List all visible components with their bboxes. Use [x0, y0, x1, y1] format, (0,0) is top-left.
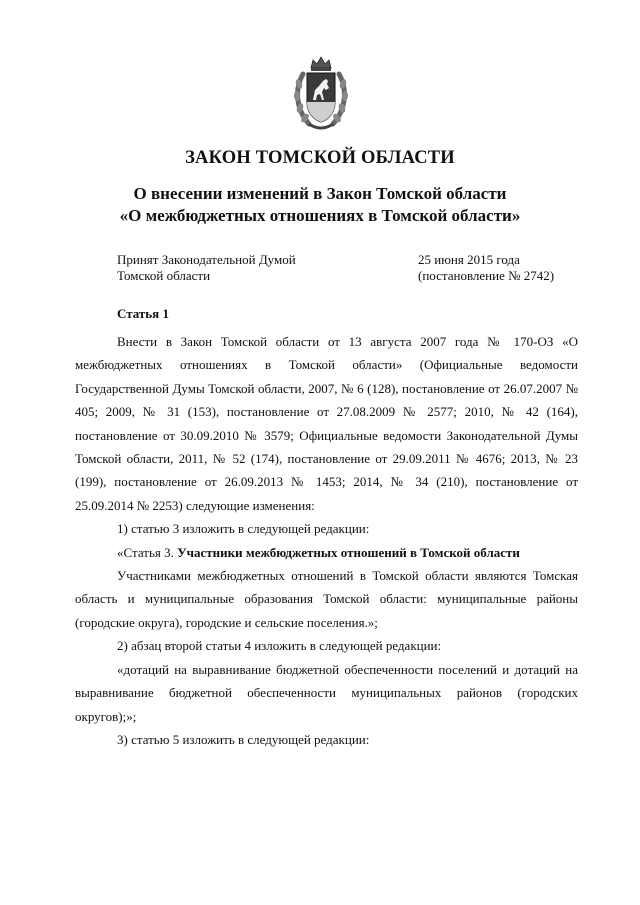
adopted-by-line-2: Томской области	[117, 268, 211, 283]
adoption-date-info	[418, 252, 598, 284]
amendment-item-1: 1) статью 3 изложить в следующей редакции:	[117, 521, 370, 537]
amendment-item-2-text: «дотаций на выравнивание бюджетной обеспеченности поселений и дотаций на выравнивание бюджетной обеспеченности муниципальных районов (городских округов);»;	[75, 661, 578, 724]
article-heading: Статья 1	[117, 306, 169, 321]
article-body	[75, 306, 578, 751]
amendment-item-2: 2) абзац второй статьи 4 изложить в следующей редакции:	[117, 638, 442, 654]
quoted-article-title: Участники межбюджетных отношений в Томской области	[177, 544, 520, 560]
adopted-by-line-1: Принят Законодательной Думой	[117, 252, 296, 267]
amendment-item-3: 3) статью 5 изложить в следующей редакции:	[117, 731, 370, 747]
subtitle-line-2: «О межбюджетных отношениях в Томской области»	[119, 206, 521, 225]
article-intro-paragraph: Внести в Закон Томской области от 13 августа 2007 года № 170-ОЗ «О межбюджетных отношениях в Томской области» (Официальные ведомости Государственной Думы Томской области, 2007, № 6 (128), постановление от 26.07.2007 № 405; 2009, № 31 (153), постановление от 27.08.2009 № 2577; 2010, № 42 (164), постановление от 30.09.2010 № 3579; Официальные ведомости Законодательной Думы Томской области, 2011, № 52 (174), постановление от 29.09.2011 № 4676; 2013, № 23 (199), постановление от 26.09.2013 № 1453; 2014, № 34 (210), постановление от 25.09.2014 № 2253) следующие изменения:	[75, 334, 578, 513]
quoted-article-body: Участниками межбюджетных отношений в Томской области являются Томская область и муниципальные образования Томской области: муниципальные районы (городские округа), городские и сельские поселения.»;	[75, 568, 578, 630]
quoted-article-number: «Статья 3.	[117, 544, 174, 560]
resolution-number: (постановление № 2742)	[418, 268, 555, 283]
document-subtitle	[40, 183, 600, 227]
tomsk-oblast-coat-of-arms-icon	[289, 54, 353, 134]
subtitle-line-1: О внесении изменений в Закон Томской области	[133, 184, 507, 203]
document-title: ЗАКОН ТОМСКОЙ ОБЛАСТИ	[185, 148, 455, 168]
quoted-article-heading	[75, 541, 578, 564]
adoption-date: 25 июня 2015 года	[418, 252, 520, 267]
adoption-info	[117, 252, 347, 284]
